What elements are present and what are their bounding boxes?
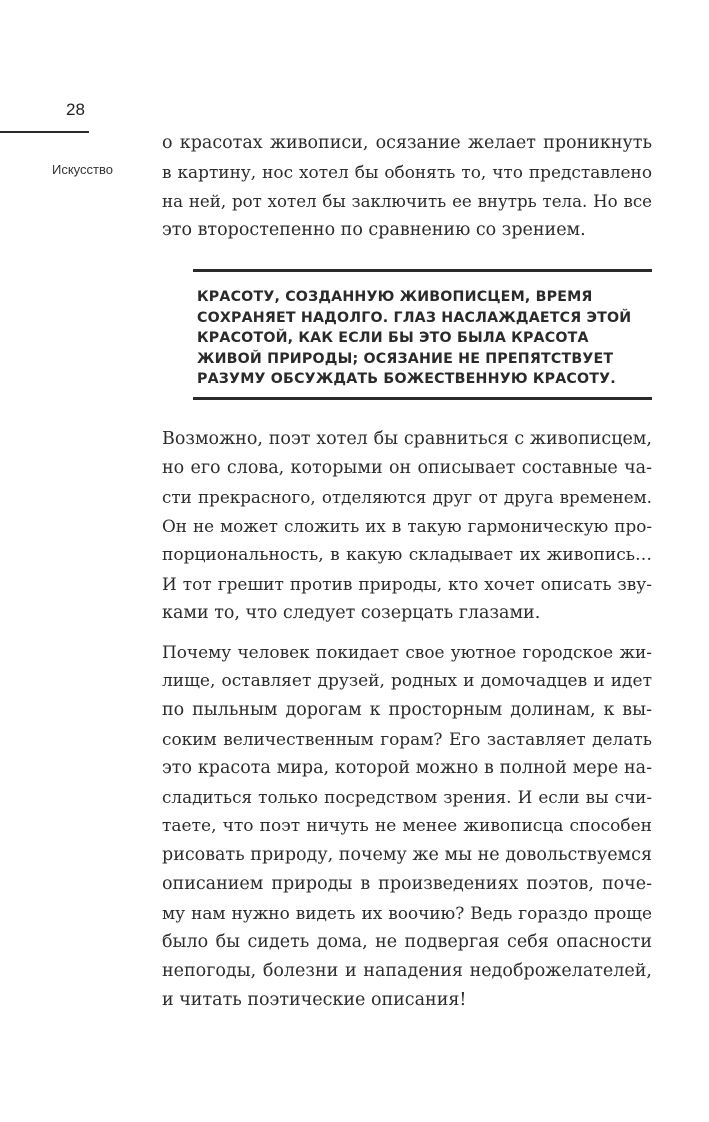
text-line: описанием природы в произведениях поэтов, поче- — [162, 874, 652, 894]
text-line: на ней, рот хотел бы заключить ее внутрь тела. Но все — [162, 192, 652, 211]
text-line: в картину, нос хотел бы обонять то, что представлено — [162, 162, 652, 182]
text-line: это красота мира, которой можно в полной мере на- — [162, 758, 652, 778]
text-line: непогоды, болезни и нападения недоброжелателей, — [162, 961, 652, 981]
quote-line: КРАСОТОЙ, КАК ЕСЛИ БЫ ЭТО БЫЛА КРАСОТА — [197, 330, 589, 346]
text-line: Почему человек покидает свое уютное городское жи- — [162, 642, 652, 662]
text-line: лище, оставляет друзей, родных и домочадцев и идет — [162, 671, 652, 691]
text-line: му нам нужно видеть их воочию? Ведь гораздо проще — [162, 903, 652, 923]
text-line: о красотах живописи, осязание желает проникнуть — [162, 133, 652, 153]
text-line: рисовать природу, почему же мы не довольствуемся — [162, 845, 652, 865]
text-line: таете, что поэт ничуть не менее живописца способен — [162, 816, 652, 836]
text-line: и читать поэтические описания! — [162, 990, 467, 1010]
text-line: сти прекрасного, отделяются друг от друга временем. — [162, 487, 652, 507]
text-line: по пыльным дорогам к просторным долинам, к вы- — [162, 700, 652, 720]
paragraph-3 — [162, 638, 652, 1015]
paragraph-1 — [162, 129, 652, 245]
text-line: это второстепенно по сравнению со зрением. — [162, 220, 586, 240]
text-line: но его слова, которыми он описывает составные ча- — [162, 458, 652, 478]
text-line: соким величественным горам? Его заставляет делать — [162, 729, 652, 749]
text-line: Он не может сложить их в такую гармоническую про- — [162, 516, 652, 536]
text-line: И тот грешит против природы, кто хочет описать зву- — [162, 574, 652, 594]
pull-quote — [193, 269, 652, 400]
paragraph-2 — [162, 425, 652, 628]
text-line: сладиться только посредством зрения. И если вы счи- — [162, 787, 652, 807]
quote-line: ЖИВОЙ ПРИРОДЫ; ОСЯЗАНИЕ НЕ ПРЕПЯТСТВУЕТ — [197, 350, 614, 367]
text-line: Возможно, поэт хотел бы сравниться с живописцем, — [162, 429, 652, 449]
running-head: Искусство — [52, 162, 113, 177]
quote-line: СОХРАНЯЕТ НАДОЛГО. ГЛАЗ НАСЛАЖДАЕТСЯ ЭТОЙ — [197, 309, 632, 326]
text-line: было бы сидеть дома, не подвергая себя опасности — [162, 932, 652, 952]
page-number: 28 — [66, 100, 85, 119]
text-line: порциональность, в какую складывает их живопись… — [162, 545, 652, 565]
text-line: ками то, что следует созерцать глазами. — [162, 603, 541, 623]
quote-line: РАЗУМУ ОБСУЖДАТЬ БОЖЕСТВЕННУЮ КРАСОТУ. — [197, 371, 616, 387]
quote-line: КРАСОТУ, СОЗДАННУЮ ЖИВОПИСЦЕМ, ВРЕМЯ — [197, 289, 593, 305]
header-rule — [0, 131, 89, 133]
